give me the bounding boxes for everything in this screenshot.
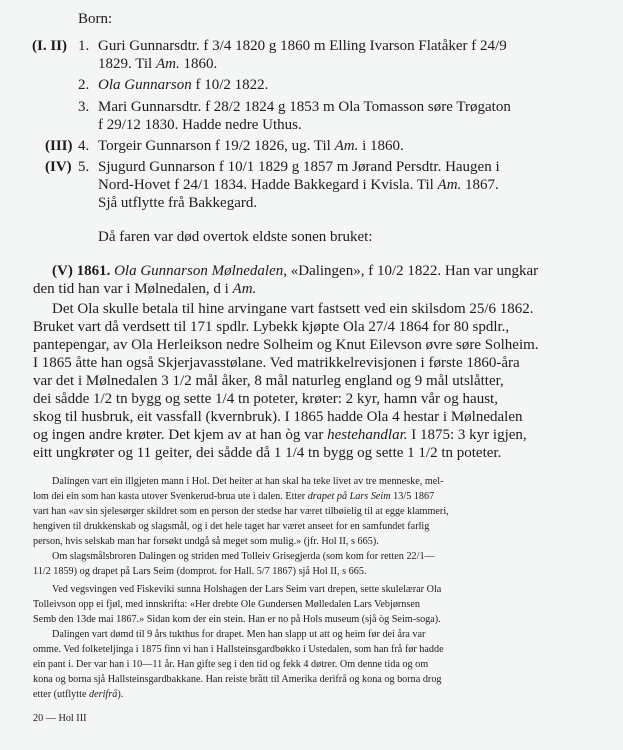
body-line: pantepengar, av Ola Herleikson nedre Solheim og Knut Eilevson øvre søre Solheim. — [33, 337, 539, 353]
note-line: Ved vegsvingen ved Fiskeviki sunna Holshagen der Lars Seim vart drepen, sette skulelærar Ola — [52, 584, 442, 595]
note-line: vart han «av sin sjelesørger skildret som en person der stedse har været tilbøielig til at egge klammeri, — [33, 506, 449, 517]
note-line: person, hvis selskab man har forsøkt undgå så meget som mulig.» (jfr. Hol II, s 665). — [33, 536, 379, 547]
body-line: skog til husbruk, eit vassfall (kvernbruk). I 1865 hadde Ola 4 hestar i Mølnedalen — [33, 409, 523, 425]
entry-line: den tid han var i Mølnedalen, d i Am. — [33, 281, 257, 297]
body-line: var det i Mølnedalen 3 1/2 mål åker, 8 mål naturleg england og 9 mål utslåtter, — [33, 373, 504, 389]
child-line: Nord-Hovet f 24/1 1834. Hadde Bakkegard i Kvisla. Til Am. 1867. — [98, 177, 499, 193]
child-line: Guri Gunnarsdtr. f 3/4 1820 g 1860 m Elling Ivarson Flatåker f 24/9 — [98, 38, 507, 54]
body-line: I 1865 åtte han også Skjerjavasstølane. Ved matrikkelrevisjonen i første 1860-åra — [33, 355, 520, 371]
child-number: 4. — [78, 138, 90, 154]
note-line: Dalingen vart dømd til 9 års tukthus for drapet. Men han slapp ut att og heim før dei åra var — [52, 629, 426, 640]
child-number: 5. — [78, 159, 90, 175]
note-line: Dalingen vart ein illgjeten mann i Hol. Det heiter at han skal ha teke livet av tre menneske, mel- — [52, 476, 444, 487]
body-line: dei sådde 1/2 tn bygg og sette 1/4 tn poteter, krøter: 2 kyr, hamn vår og haust, — [33, 391, 498, 407]
body-line: og ingen andre krøter. Det kjem av at han òg var hestehandlar. I 1875: 3 kyr igjen, — [33, 427, 527, 443]
roman-numeral: (I. II) — [32, 38, 68, 54]
transition-text: Då faren var død overtok eldste sonen bruket: — [98, 229, 373, 245]
child-line: Ola Gunnarson f 10/2 1822. — [98, 77, 269, 93]
section-heading: Born: — [78, 11, 113, 27]
note-line: omme. Ved folketeljinga i 1875 finn vi han i Hallsteinsgardbøkko i Ustedalen, som han frå før hadde — [33, 644, 444, 655]
child-number: 3. — [78, 99, 90, 115]
note-line: 11/2 1859) og drapet på Lars Seim (domprot. for Hall. 5/7 1867) sjå Hol II, s 665. — [33, 566, 367, 577]
roman-numeral: (IV) — [45, 159, 72, 175]
child-line: Sjugurd Gunnarson f 10/1 1829 g 1857 m Jørand Persdtr. Haugen i — [98, 159, 500, 175]
note-line: etter (utflytte derifrå). — [33, 689, 124, 700]
entry-line: (V) 1861. Ola Gunnarson Mølnedalen, «Dalingen», f 10/2 1822. Han var ungkar — [52, 263, 539, 279]
note-line: lom dei ein som han kasta utover Svenkerud-brua ute i dalen. Etter drapet på Lars Seim 13/5 1867 — [33, 491, 435, 502]
body-line: Det Ola skulle betala til hine arvingane vart fastsett ved ein skilsdom 25/6 1862. — [52, 301, 534, 317]
body-line: Bruket vart då verdsett til 171 spdlr. Lybekk kjøpte Ola 27/4 1864 for 80 spdlr., — [33, 319, 510, 335]
entry-lead: (V) 1861. — [52, 263, 111, 279]
child-number: 2. — [78, 77, 90, 93]
child-number: 1. — [78, 38, 90, 54]
note-line: hengiven til drukkenskab og slagsmål, og i det hele taget har været anseet for en samfundet farlig — [33, 521, 430, 532]
page-footer: 20 — Hol III — [33, 713, 87, 724]
note-line: Tolleivson opp ei fjøl, med innskrifta: «Her drebte Ole Gundersen Mølledalen Lars Vebjørnsen — [33, 599, 420, 610]
roman-numeral: (III) — [45, 138, 73, 154]
child-line: Mari Gunnarsdtr. f 28/2 1824 g 1853 m Ola Tomasson søre Trøgaton — [98, 99, 511, 115]
note-line: Semb den 13de mai 1867.» Sidan kom der ein stein. Han er no på Hols museum (sjå òg Seim-soga). — [33, 614, 441, 625]
child-line: Sjå utflytte frå Bakkegard. — [98, 195, 258, 211]
note-line: kona og borna sjå Hallsteinsgardbakkane. Han reiste brått til Amerika derifrå og kona og borna drog — [33, 674, 442, 685]
child-line: 1829. Til Am. 1860. — [98, 56, 218, 72]
body-line: eitt ungkrøter og 11 geiter, dei sådde då 1 1/4 tn bygg og sette 1 1/2 tn poteter. — [33, 445, 502, 461]
note-line: ein pant i. Der var han i 10—11 år. Han gifte seg i den tid og fekk 4 døtrer. Om denne tida og om — [33, 659, 429, 670]
child-line: Torgeir Gunnarson f 19/2 1826, ug. Til Am. i 1860. — [98, 138, 404, 154]
note-line: Om slagsmålsbroren Dalingen og striden med Tolleiv Grisegjerda (som kom for retten 22/1— — [52, 551, 435, 562]
child-line: f 29/12 1830. Hadde nedre Uthus. — [98, 117, 302, 133]
